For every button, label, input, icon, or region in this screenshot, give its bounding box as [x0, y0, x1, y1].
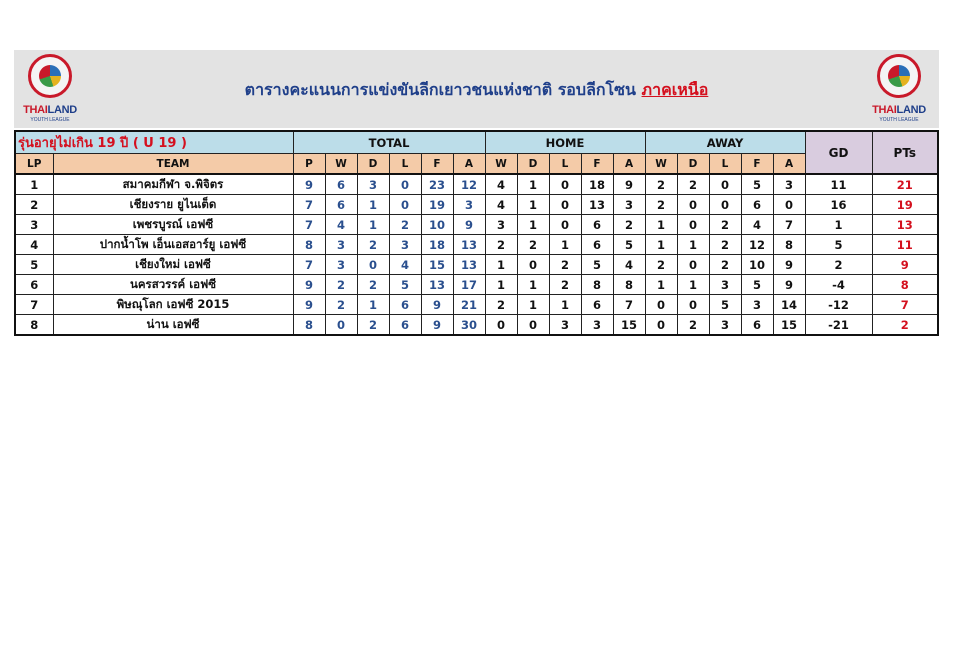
total-stat-cell: 9	[453, 215, 485, 235]
group-home-header: HOME	[485, 131, 645, 154]
total-stat-cell: 3	[389, 235, 421, 255]
goal-difference-cell: -21	[805, 315, 872, 336]
rank-cell: 2	[15, 195, 53, 215]
home-stat-cell: 5	[613, 235, 645, 255]
rank-cell: 6	[15, 275, 53, 295]
home-stat-cell: 3	[485, 215, 517, 235]
home-stat-cell: 13	[581, 195, 613, 215]
home-stat-cell: 1	[517, 174, 549, 195]
away-stat-cell: 0	[709, 195, 741, 215]
points-cell: 2	[872, 315, 938, 336]
page-title	[104, 78, 849, 103]
points-cell: 21	[872, 174, 938, 195]
table-row	[15, 174, 938, 195]
total-stat-cell: 7	[293, 215, 325, 235]
home-stat-cell: 0	[549, 215, 581, 235]
total-stat-cell: 6	[389, 295, 421, 315]
home-stat-cell: 15	[613, 315, 645, 336]
total-col-header: F	[421, 154, 453, 175]
home-col-header: A	[613, 154, 645, 175]
logo-tagline: YOUTH LEAGUE	[30, 117, 70, 123]
age-group-label: รุ่นอายุไม่เกิน 19 ปี ( U 19 )	[15, 131, 293, 154]
total-stat-cell: 18	[421, 235, 453, 255]
total-stat-cell: 19	[421, 195, 453, 215]
points-cell: 13	[872, 215, 938, 235]
total-stat-cell: 0	[357, 255, 389, 275]
home-stat-cell: 2	[613, 215, 645, 235]
total-stat-cell: 13	[453, 235, 485, 255]
home-stat-cell: 0	[549, 195, 581, 215]
header-banner	[14, 50, 939, 128]
away-col-header: W	[645, 154, 677, 175]
group-away-header: AWAY	[645, 131, 805, 154]
points-cell: 11	[872, 235, 938, 255]
home-col-header: D	[517, 154, 549, 175]
rank-cell: 5	[15, 255, 53, 275]
total-col-header: L	[389, 154, 421, 175]
total-stat-cell: 5	[389, 275, 421, 295]
home-stat-cell: 6	[581, 235, 613, 255]
away-col-header: F	[741, 154, 773, 175]
rank-cell: 1	[15, 174, 53, 195]
away-stat-cell: 10	[741, 255, 773, 275]
away-stat-cell: 1	[645, 215, 677, 235]
total-stat-cell: 0	[325, 315, 357, 336]
away-stat-cell: 2	[677, 174, 709, 195]
home-stat-cell: 2	[549, 255, 581, 275]
away-stat-cell: 1	[645, 275, 677, 295]
total-col-header: D	[357, 154, 389, 175]
total-stat-cell: 8	[293, 315, 325, 336]
away-stat-cell: 6	[741, 195, 773, 215]
away-stat-cell: 2	[709, 255, 741, 275]
home-stat-cell: 8	[613, 275, 645, 295]
away-stat-cell: 2	[645, 255, 677, 275]
away-stat-cell: 2	[645, 174, 677, 195]
away-stat-cell: 1	[677, 275, 709, 295]
total-stat-cell: 7	[293, 255, 325, 275]
total-stat-cell: 23	[421, 174, 453, 195]
group-total-header: TOTAL	[293, 131, 485, 154]
home-stat-cell: 4	[613, 255, 645, 275]
away-stat-cell: 15	[773, 315, 805, 336]
pts-header: PTs	[872, 131, 938, 174]
total-stat-cell: 3	[325, 235, 357, 255]
total-stat-cell: 0	[389, 195, 421, 215]
away-col-header: A	[773, 154, 805, 175]
home-stat-cell: 4	[485, 174, 517, 195]
total-stat-cell: 4	[389, 255, 421, 275]
total-stat-cell: 15	[421, 255, 453, 275]
table-row	[15, 295, 938, 315]
total-stat-cell: 0	[389, 174, 421, 195]
total-stat-cell: 1	[357, 195, 389, 215]
goal-difference-cell: 16	[805, 195, 872, 215]
away-stat-cell: 0	[645, 315, 677, 336]
home-stat-cell: 2	[517, 235, 549, 255]
away-stat-cell: 3	[741, 295, 773, 315]
goal-difference-cell: 5	[805, 235, 872, 255]
home-col-header: L	[549, 154, 581, 175]
logo-wordmark: THAILAND	[23, 104, 77, 116]
away-stat-cell: 2	[709, 215, 741, 235]
away-stat-cell: 8	[773, 235, 805, 255]
home-stat-cell: 6	[581, 215, 613, 235]
home-stat-cell: 0	[517, 315, 549, 336]
team-name-cell: ปากน้ำโพ เอ็นเอสอาร์ยู เอฟซี	[53, 235, 293, 255]
goal-difference-cell: 1	[805, 215, 872, 235]
thailand-youth-league-logo-right	[863, 52, 935, 126]
table-row	[15, 255, 938, 275]
team-name-cell: เชียงใหม่ เอฟซี	[53, 255, 293, 275]
team-name-cell: พิษณุโลก เอฟซี 2015	[53, 295, 293, 315]
team-name-cell: นครสวรรค์ เอฟซี	[53, 275, 293, 295]
logo-tagline: YOUTH LEAGUE	[879, 117, 919, 123]
away-stat-cell: 4	[741, 215, 773, 235]
total-stat-cell: 3	[357, 174, 389, 195]
away-stat-cell: 3	[709, 275, 741, 295]
home-stat-cell: 7	[613, 295, 645, 315]
away-stat-cell: 2	[677, 315, 709, 336]
total-stat-cell: 2	[357, 275, 389, 295]
points-cell: 9	[872, 255, 938, 275]
away-stat-cell: 0	[709, 174, 741, 195]
total-stat-cell: 8	[293, 235, 325, 255]
away-stat-cell: 0	[677, 195, 709, 215]
total-stat-cell: 3	[453, 195, 485, 215]
home-stat-cell: 6	[581, 295, 613, 315]
away-stat-cell: 1	[677, 235, 709, 255]
home-stat-cell: 4	[485, 195, 517, 215]
home-col-header: W	[485, 154, 517, 175]
points-cell: 7	[872, 295, 938, 315]
goal-difference-cell: -12	[805, 295, 872, 315]
total-stat-cell: 10	[421, 215, 453, 235]
total-stat-cell: 2	[325, 275, 357, 295]
team-name-cell: สมาคมกีฬา จ.พิจิตร	[53, 174, 293, 195]
league-ball-icon	[877, 54, 921, 98]
home-stat-cell: 18	[581, 174, 613, 195]
total-stat-cell: 3	[325, 255, 357, 275]
team-name-cell: เพชรบูรณ์ เอฟซี	[53, 215, 293, 235]
table-row	[15, 195, 938, 215]
table-row	[15, 215, 938, 235]
team-header: TEAM	[53, 154, 293, 175]
total-stat-cell: 2	[325, 295, 357, 315]
total-stat-cell: 2	[357, 235, 389, 255]
away-col-header: L	[709, 154, 741, 175]
total-stat-cell: 2	[357, 315, 389, 336]
home-stat-cell: 0	[549, 174, 581, 195]
total-stat-cell: 12	[453, 174, 485, 195]
home-stat-cell: 5	[581, 255, 613, 275]
total-stat-cell: 2	[389, 215, 421, 235]
home-stat-cell: 3	[549, 315, 581, 336]
total-stat-cell: 9	[421, 315, 453, 336]
home-stat-cell: 1	[517, 295, 549, 315]
away-stat-cell: 0	[677, 295, 709, 315]
total-stat-cell: 30	[453, 315, 485, 336]
home-stat-cell: 1	[485, 255, 517, 275]
away-stat-cell: 3	[773, 174, 805, 195]
total-stat-cell: 13	[421, 275, 453, 295]
away-stat-cell: 2	[645, 195, 677, 215]
home-stat-cell: 1	[485, 275, 517, 295]
table-row	[15, 275, 938, 295]
away-stat-cell: 6	[741, 315, 773, 336]
logo-wordmark: THAILAND	[872, 104, 926, 116]
home-stat-cell: 1	[549, 295, 581, 315]
rank-cell: 8	[15, 315, 53, 336]
lp-header: LP	[15, 154, 53, 175]
home-stat-cell: 3	[581, 315, 613, 336]
away-stat-cell: 2	[709, 235, 741, 255]
away-stat-cell: 0	[677, 215, 709, 235]
home-stat-cell: 2	[549, 275, 581, 295]
total-stat-cell: 4	[325, 215, 357, 235]
thailand-youth-league-logo	[14, 52, 86, 126]
total-col-header: A	[453, 154, 485, 175]
home-stat-cell: 3	[613, 195, 645, 215]
rank-cell: 4	[15, 235, 53, 255]
home-stat-cell: 2	[485, 235, 517, 255]
total-stat-cell: 9	[293, 174, 325, 195]
team-name-cell: เชียงราย ยูไนเต็ด	[53, 195, 293, 215]
points-cell: 8	[872, 275, 938, 295]
home-stat-cell: 1	[517, 275, 549, 295]
home-stat-cell: 0	[517, 255, 549, 275]
total-stat-cell: 13	[453, 255, 485, 275]
away-stat-cell: 9	[773, 275, 805, 295]
away-stat-cell: 0	[677, 255, 709, 275]
rank-cell: 7	[15, 295, 53, 315]
total-col-header: P	[293, 154, 325, 175]
away-stat-cell: 14	[773, 295, 805, 315]
total-stat-cell: 21	[453, 295, 485, 315]
total-stat-cell: 9	[421, 295, 453, 315]
total-stat-cell: 9	[293, 295, 325, 315]
total-stat-cell: 1	[357, 295, 389, 315]
points-cell: 19	[872, 195, 938, 215]
home-col-header: F	[581, 154, 613, 175]
goal-difference-cell: 2	[805, 255, 872, 275]
total-stat-cell: 6	[325, 195, 357, 215]
total-stat-cell: 6	[325, 174, 357, 195]
standings-body	[15, 174, 938, 335]
league-ball-icon	[28, 54, 72, 98]
goal-difference-cell: 11	[805, 174, 872, 195]
away-stat-cell: 3	[709, 315, 741, 336]
total-stat-cell: 17	[453, 275, 485, 295]
total-col-header: W	[325, 154, 357, 175]
home-stat-cell: 9	[613, 174, 645, 195]
home-stat-cell: 0	[485, 315, 517, 336]
away-stat-cell: 0	[773, 195, 805, 215]
away-stat-cell: 12	[741, 235, 773, 255]
away-stat-cell: 5	[709, 295, 741, 315]
title-text: ตารางคะแนนการแข่งขันลีกเยาวชนแห่งชาติ รอบลีกโซน	[244, 80, 636, 99]
rank-cell: 3	[15, 215, 53, 235]
home-stat-cell: 8	[581, 275, 613, 295]
away-stat-cell: 9	[773, 255, 805, 275]
home-stat-cell: 1	[549, 235, 581, 255]
total-stat-cell: 1	[357, 215, 389, 235]
title-region: ภาคเหนือ	[641, 80, 709, 99]
home-stat-cell: 1	[517, 195, 549, 215]
gd-header: GD	[805, 131, 872, 174]
total-stat-cell: 6	[389, 315, 421, 336]
home-stat-cell: 1	[517, 215, 549, 235]
away-stat-cell: 7	[773, 215, 805, 235]
table-row	[15, 315, 938, 336]
goal-difference-cell: -4	[805, 275, 872, 295]
standings-table	[14, 130, 939, 336]
home-stat-cell: 2	[485, 295, 517, 315]
team-name-cell: น่าน เอฟซี	[53, 315, 293, 336]
away-stat-cell: 1	[645, 235, 677, 255]
away-stat-cell: 5	[741, 174, 773, 195]
table-row	[15, 235, 938, 255]
away-stat-cell: 5	[741, 275, 773, 295]
away-col-header: D	[677, 154, 709, 175]
total-stat-cell: 9	[293, 275, 325, 295]
away-stat-cell: 0	[645, 295, 677, 315]
total-stat-cell: 7	[293, 195, 325, 215]
